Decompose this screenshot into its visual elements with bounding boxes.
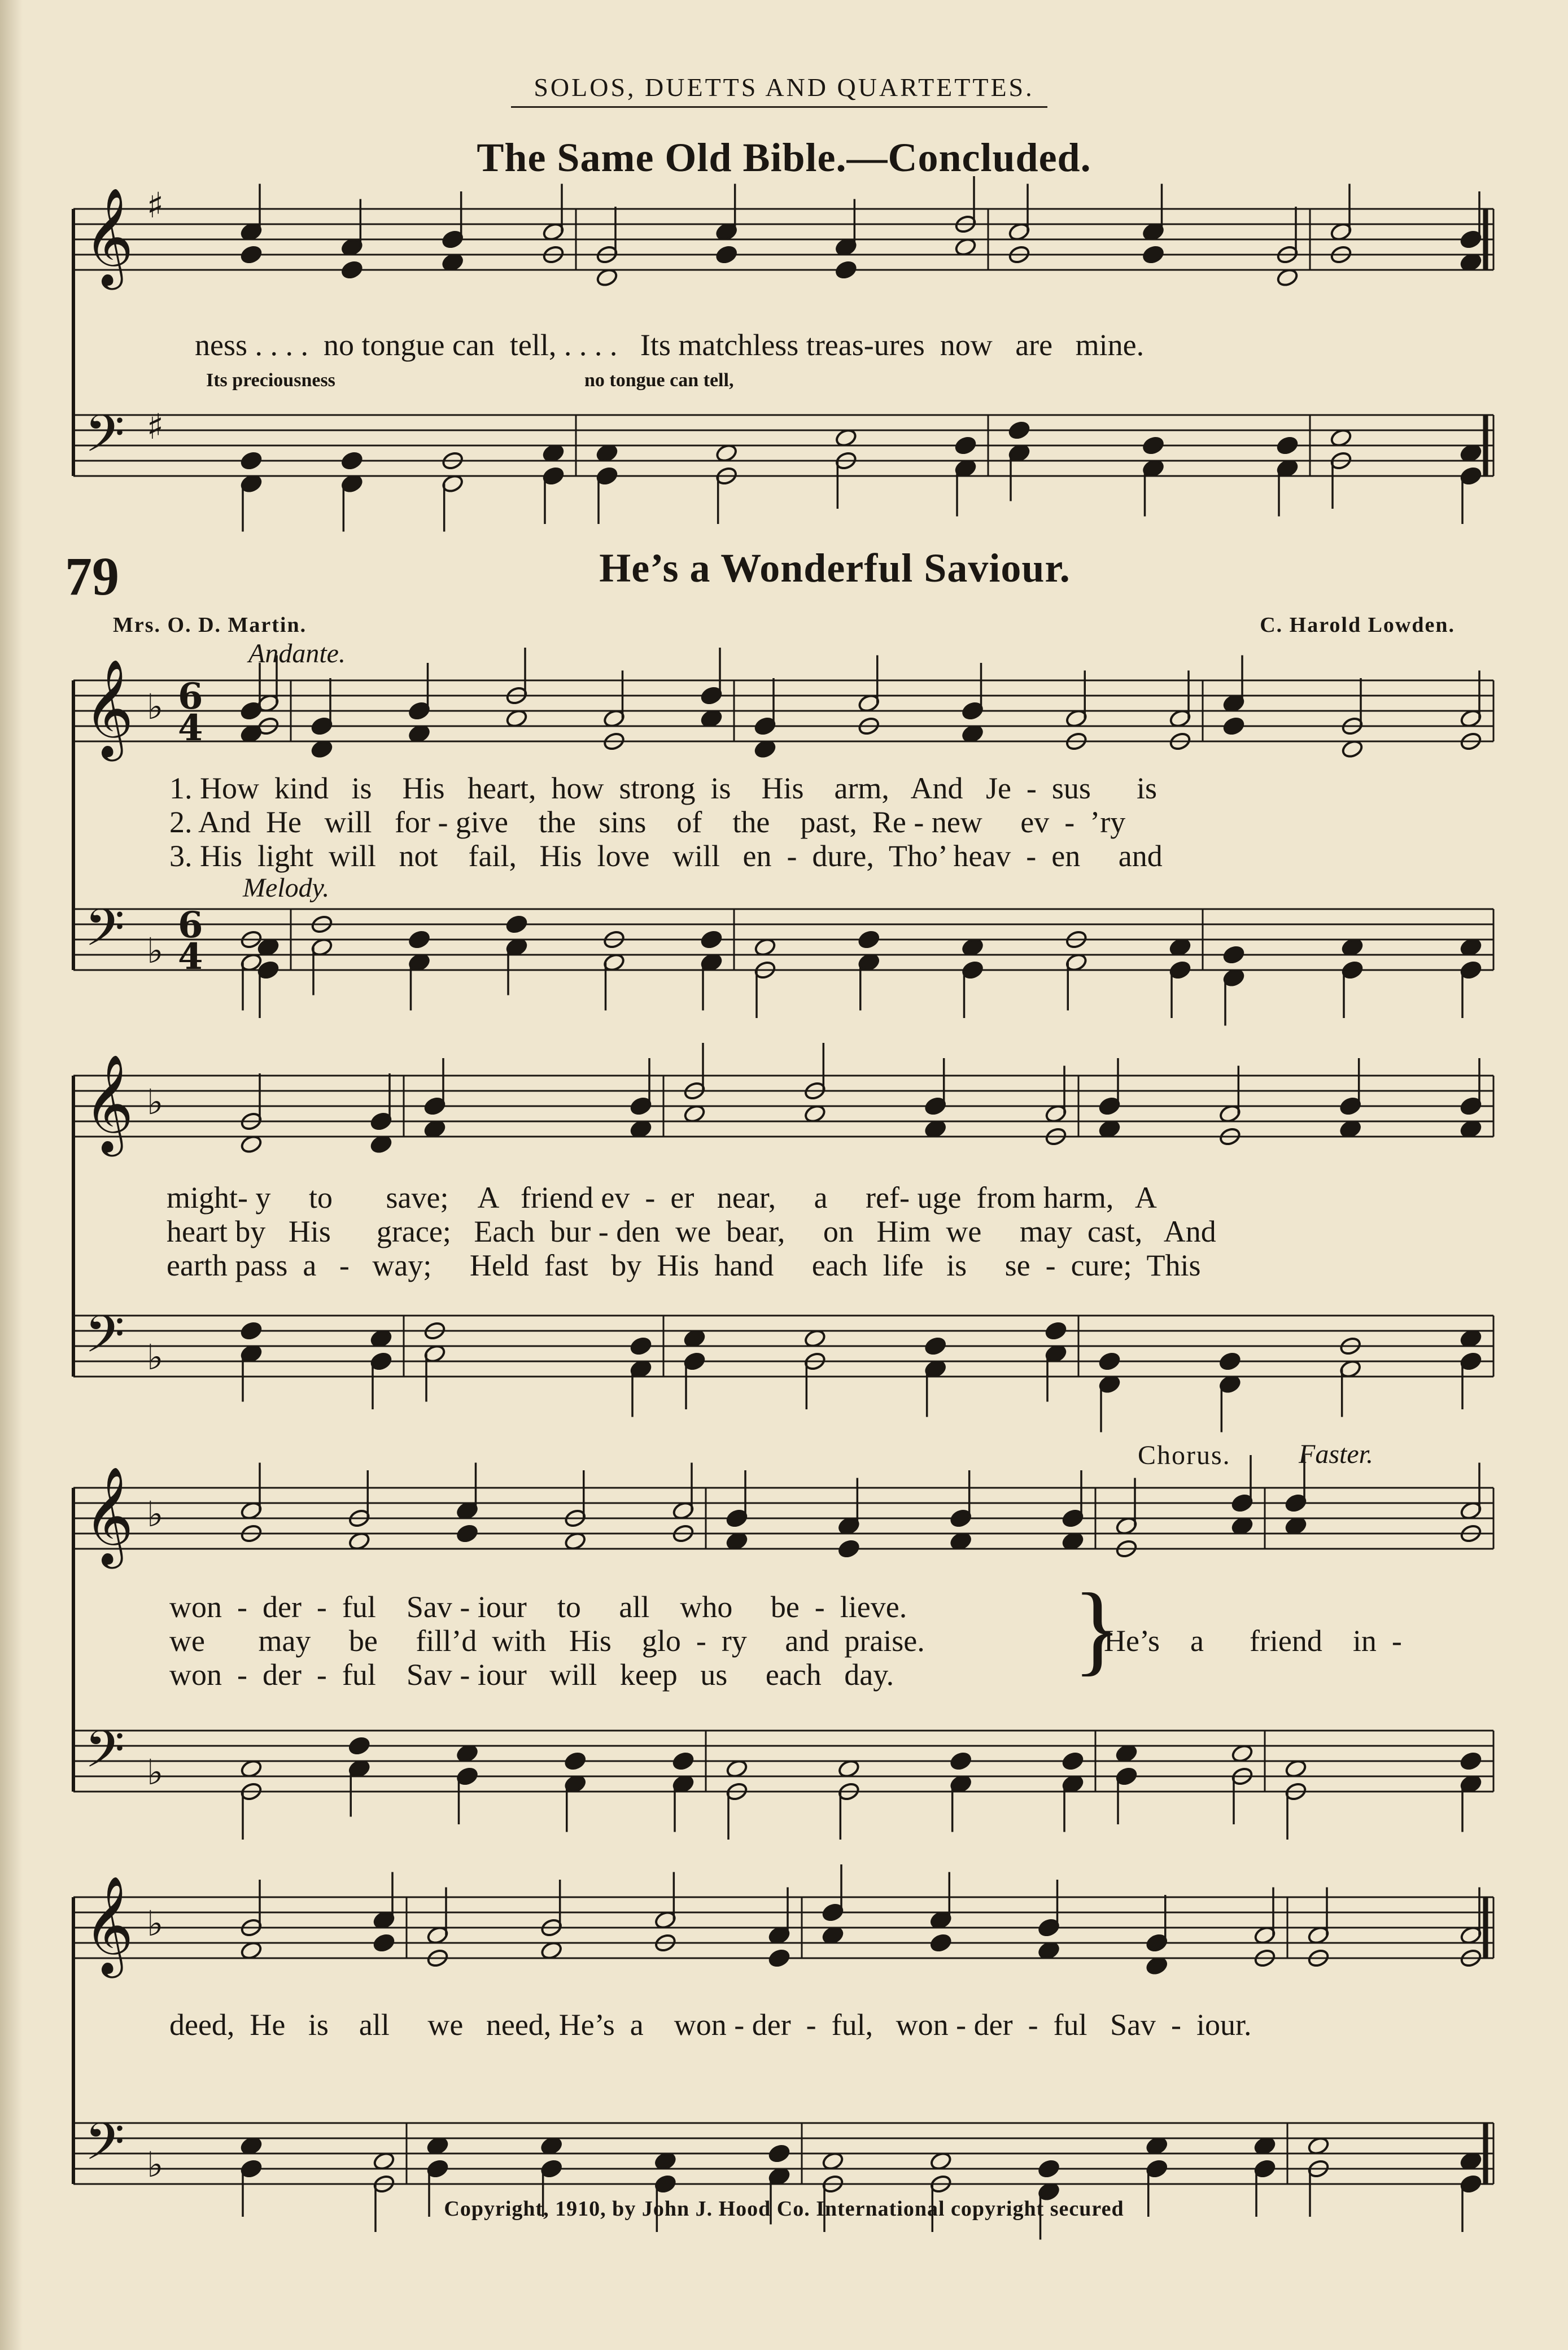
verse-1-line-2: might- y to save; A friend ev - er near, a ref- uge from harm, A xyxy=(167,1181,1157,1215)
svg-text:4: 4 xyxy=(178,707,203,749)
verse-2-line-2: heart by His grace; Each bur - den we bear, on Him we may cast, And xyxy=(167,1215,1216,1248)
svg-text:♯: ♯ xyxy=(147,185,164,226)
verse-3-line-2: earth pass a - way; Held fast by His hand each life is se - cure; This xyxy=(167,1248,1201,1282)
previous-hymn-title: The Same Old Bible.—Concluded. xyxy=(477,135,1091,180)
svg-text:♭: ♭ xyxy=(147,930,164,971)
tempo-marking: Andante. xyxy=(248,639,346,669)
svg-text:♭: ♭ xyxy=(147,1493,164,1535)
verse-3-line-1: 3. His light will not fail, His love will en - dure, Tho’ heav - en and xyxy=(169,839,1163,873)
svg-text:♭: ♭ xyxy=(147,686,164,727)
verse-2-line-3: we may be fill’d with His glo - ry and praise. xyxy=(169,1624,925,1658)
svg-text:♭: ♭ xyxy=(147,2144,164,2185)
chorus-start-lyric: He’s a friend in - xyxy=(1104,1624,1402,1658)
svg-text:𝄞: 𝄞 xyxy=(84,1466,134,1565)
svg-text:6: 6 xyxy=(178,675,203,718)
composer-credit: C. Harold Lowden. xyxy=(1260,613,1455,637)
svg-text:𝄢: 𝄢 xyxy=(85,1304,125,1377)
svg-text:♭: ♭ xyxy=(147,1751,164,1793)
running-head: SOLOS, DUETTS AND QUARTETTES. xyxy=(534,73,1034,102)
author-credit: Mrs. O. D. Martin. xyxy=(113,613,307,637)
svg-text:𝄞: 𝄞 xyxy=(84,187,134,286)
svg-text:𝄢: 𝄢 xyxy=(85,898,125,970)
svg-text:𝄢: 𝄢 xyxy=(85,404,125,476)
verse-1-line-1: 1. How kind is His heart, how strong is His arm, And Je - sus is xyxy=(169,771,1157,805)
hymn-title: He’s a Wonderful Saviour. xyxy=(599,545,1071,591)
chorus-label: Chorus. xyxy=(1138,1440,1231,1470)
svg-text:♯: ♯ xyxy=(147,406,164,447)
svg-text:4: 4 xyxy=(178,936,203,978)
svg-text:♭: ♭ xyxy=(147,1081,164,1122)
verse-brace: } xyxy=(1073,1573,1122,1685)
svg-text:𝄞: 𝄞 xyxy=(84,1876,134,1974)
previous-hymn-echo-2: no tongue can tell, xyxy=(584,370,734,391)
svg-text:𝄞: 𝄞 xyxy=(84,1054,134,1152)
svg-text:𝄢: 𝄢 xyxy=(85,2112,125,2184)
svg-text:𝄞: 𝄞 xyxy=(84,659,134,757)
verse-2-line-1: 2. And He will for - give the sins of the past, Re - new ev - ’ry xyxy=(169,805,1126,839)
svg-text:𝄢: 𝄢 xyxy=(85,1719,125,1792)
chorus-lyric: deed, He is all we need, He’s a won - der - ful, won - der - ful Sav - iour. xyxy=(169,2008,1252,2042)
previous-hymn-echo-1: Its preciousness xyxy=(206,370,335,391)
chorus-tempo: Faster. xyxy=(1299,1439,1373,1469)
hymn-number: 79 xyxy=(65,546,119,606)
previous-hymn-lyric: ness . . . . no tongue can tell, . . . . Its matchless treas-ures now are mine. xyxy=(195,328,1145,362)
melody-marking: Melody. xyxy=(243,873,330,903)
copyright-notice: Copyright, 1910, by John J. Hood Co. International copyright secured xyxy=(444,2197,1124,2221)
verse-1-line-3: won - der - ful Sav - iour to all who be - lieve. xyxy=(169,1590,907,1624)
verse-3-line-3: won - der - ful Sav - iour will keep us each day. xyxy=(169,1658,894,1692)
svg-text:♭: ♭ xyxy=(147,1336,164,1378)
svg-text:♭: ♭ xyxy=(147,1903,164,1944)
svg-text:6: 6 xyxy=(178,904,203,946)
